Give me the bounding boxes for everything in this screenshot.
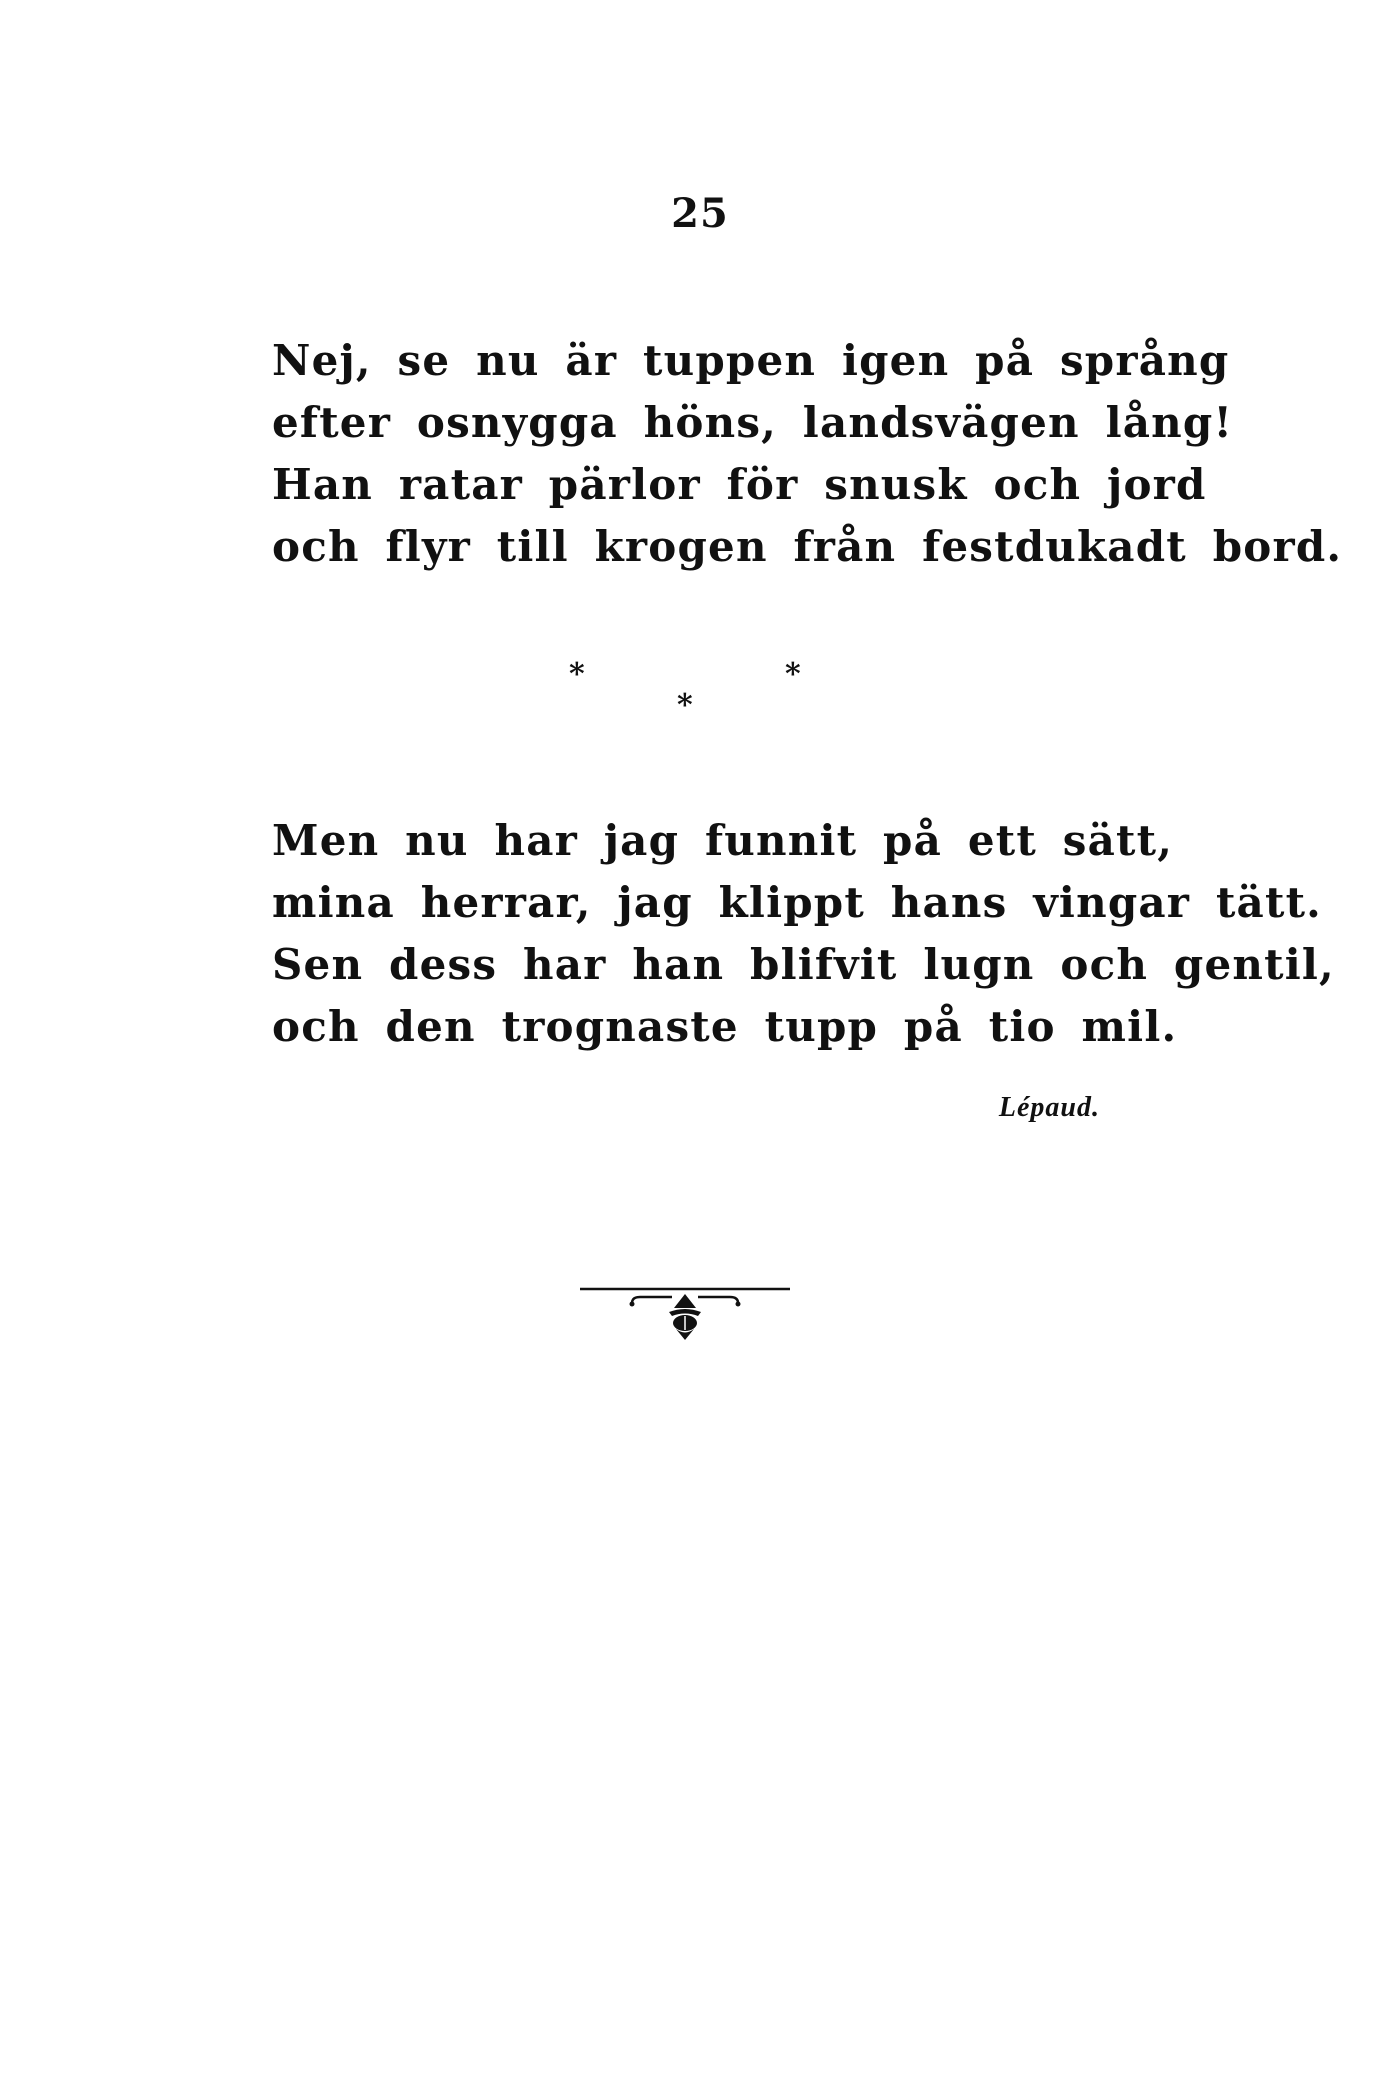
page-number: 25	[671, 190, 729, 237]
verse-line: Sen dess har han blifvit lugn och gentil,	[272, 940, 1335, 989]
tailpiece-ornament-icon	[580, 1280, 790, 1350]
verse-line: Nej, se nu är tuppen igen på språng	[272, 336, 1230, 385]
asterisk: *	[785, 657, 801, 692]
asterisk: *	[677, 688, 693, 723]
verse-line: Han ratar pärlor för snusk och jord	[272, 460, 1207, 509]
stanza-1	[272, 330, 1343, 578]
verse-line: efter osnygga höns, landsvägen lång!	[272, 398, 1234, 447]
verse-line: Men nu har jag funnit på ett sätt,	[272, 816, 1174, 865]
verse-line: mina herrar, jag klippt hans vingar tätt.	[272, 878, 1322, 927]
asterism-divider	[560, 657, 820, 740]
asterisk: *	[569, 657, 585, 692]
stanza-2	[272, 810, 1335, 1058]
verse-line: och flyr till krogen från festdukadt bord.	[272, 522, 1343, 571]
author-signature: Lépaud.	[998, 1092, 1100, 1123]
verse-line: och den trognaste tupp på tio mil.	[272, 1002, 1178, 1051]
